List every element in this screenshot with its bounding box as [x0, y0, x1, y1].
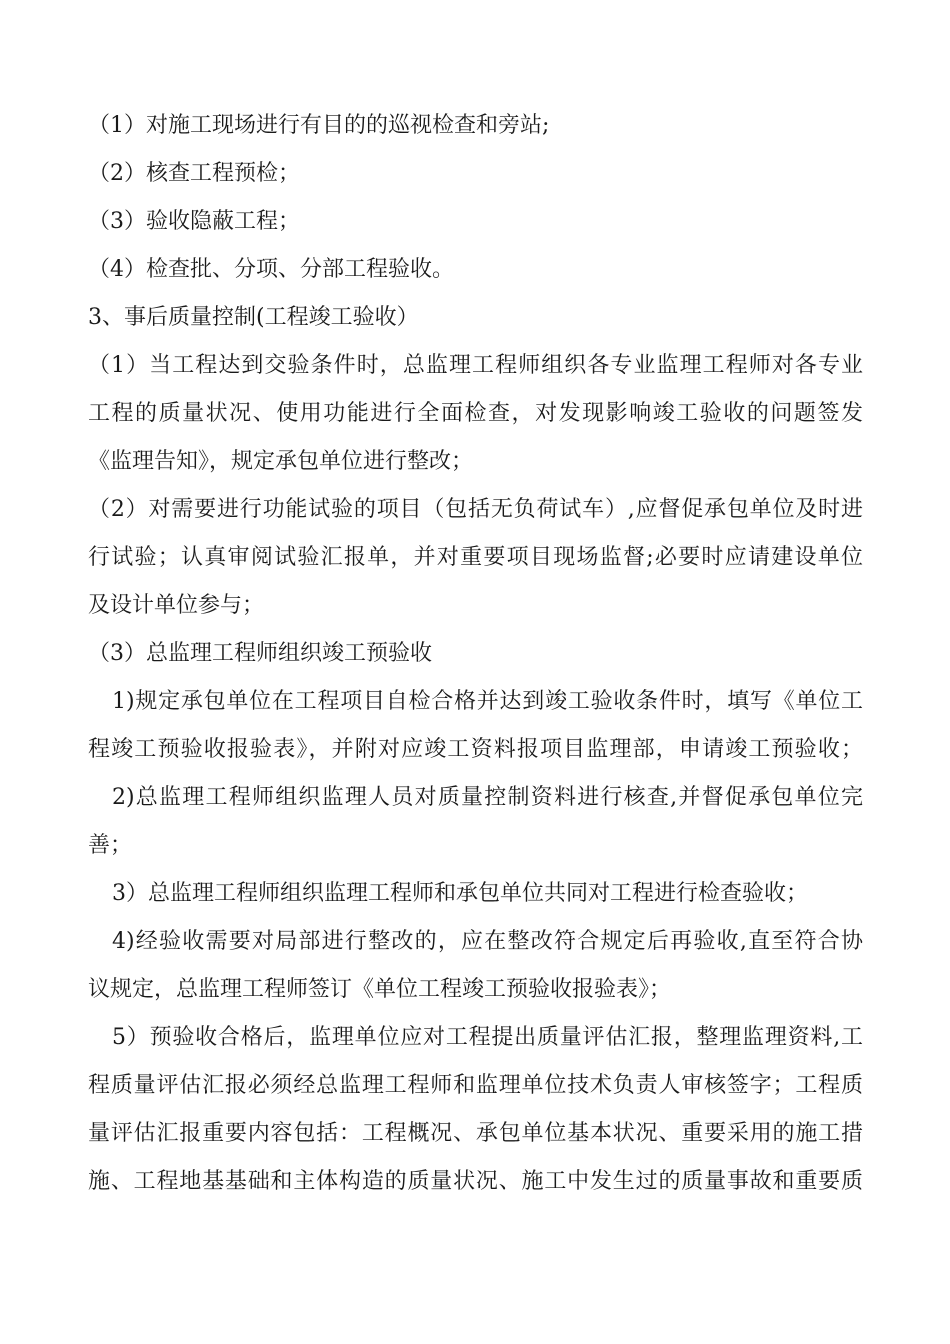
step-1-line-2: 程竣工预验收报验表》，并附对应竣工资料报项目监理部，申请竣工预验收；: [88, 737, 863, 762]
list-item-1: （1）对施工现场进行有目的的巡视检查和旁站;: [88, 113, 550, 138]
paragraph-1-line-2: 工程的质量状况、使用功能进行全面检查，对发现影响竣工验收的问题签发: [88, 401, 863, 426]
list-item-3: （3）验收隐蔽工程；: [88, 209, 300, 234]
paragraph-1-line-3: 《监理告知》，规定承包单位进行整改；: [88, 449, 474, 474]
paragraph-2-line-1: （2）对需要进行功能试验的项目（包括无负荷试车）,应督促承包单位及时进: [88, 497, 863, 522]
paragraph-1-line-1: （1）当工程达到交验条件时，总监理工程师组织各专业监理工程师对各专业: [88, 353, 863, 378]
list-item-2: （2）核查工程预检；: [88, 161, 300, 186]
step-5-line-1: 5）预验收合格后，监理单位应对工程提出质量评估汇报，整理监理资料,工: [112, 1025, 863, 1050]
subheading-pre-acceptance: （3）总监理工程师组织竣工预验收: [88, 641, 432, 666]
step-5-line-4: 施、工程地基基础和主体构造的质量状况、施工中发生过的质量事故和重要质: [88, 1169, 863, 1194]
document-body: [88, 102, 863, 1206]
step-3-line-1: 3）总监理工程师组织监理工程师和承包单位共同对工程进行检查验收；: [112, 881, 808, 906]
step-2-line-2: 善；: [88, 833, 133, 858]
paragraph-2-line-2: 行试验；认真审阅试验汇报单，并对重要项目现场监督;必要时应请建设单位: [88, 545, 863, 570]
step-4-line-2: 议规定，总监理工程师签订《单位工程竣工预验收报验表》；: [88, 977, 672, 1002]
step-4-line-1: 4)经验收需要对局部进行整改的，应在整改符合规定后再验收,直至符合协: [112, 929, 863, 954]
step-5-line-2: 程质量评估汇报必须经总监理工程师和监理单位技术负责人审核签字；工程质: [88, 1073, 863, 1098]
step-2-line-1: 2)总监理工程师组织监理人员对质量控制资料进行核查,并督促承包单位完: [112, 785, 863, 810]
paragraph-2-line-3: 及设计单位参与；: [88, 593, 265, 618]
step-5-line-3: 量评估汇报重要内容包括：工程概况、承包单位基本状况、重要采用的施工措: [88, 1121, 863, 1146]
step-1-line-1: 1)规定承包单位在工程项目自检合格并达到竣工验收条件时，填写《单位工: [112, 689, 863, 714]
section-heading: 3、事后质量控制(工程竣工验收）: [88, 305, 419, 330]
list-item-4: （4）检查批、分项、分部工程验收。: [88, 257, 454, 282]
